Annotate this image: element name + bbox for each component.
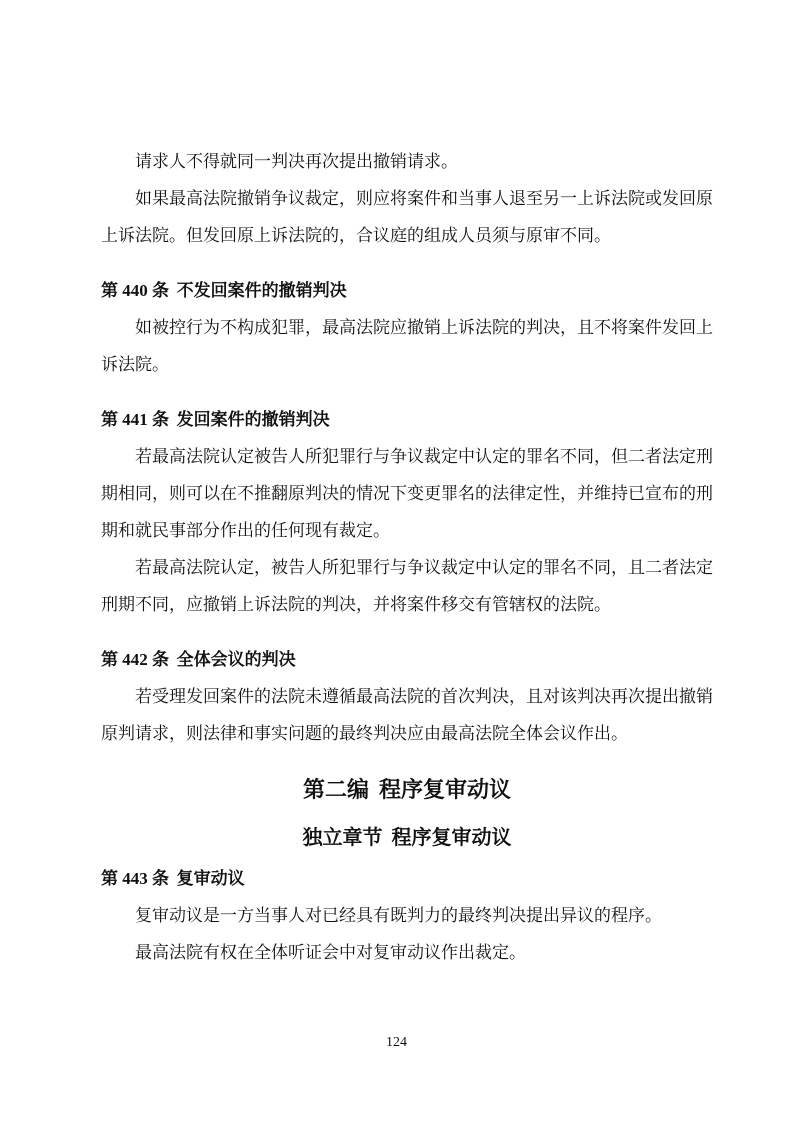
part-heading [101, 768, 713, 812]
paragraph: 若最高法院认定被告人所犯罪行与争议裁定中认定的罪名不同，但二者法定刑期相同，则可以在不推翻原判决的情况下变更罪名的法律定性，并维持已宣布的刑期和就民事部分作出的任何现有裁定。 [101, 447, 713, 540]
part-title: 程序复审动议 [378, 777, 511, 802]
chapter-heading [101, 818, 713, 858]
paragraph: 最高法院有权在全体听证会中对复审动议作出裁定。 [135, 943, 526, 962]
article-title: 复审动议 [176, 869, 245, 888]
chapter-title: 程序复审动议 [391, 827, 512, 849]
paragraph: 若受理发回案件的法院未遵循最高法院的首次判决，且对该判决再次提出撤销原判请求，则法律和事实问题的最终判决应由最高法院全体会议作出。 [101, 687, 713, 743]
article-title: 不发回案件的撤销判决 [176, 281, 347, 300]
paragraph: 复审动议是一方当事人对已经具有既判力的最终判决提出异议的程序。 [135, 906, 662, 925]
paragraph: 请求人不得就同一判决再次提出撤销请求。 [135, 152, 458, 171]
article-title: 全体会议的判决 [176, 650, 296, 669]
article-title: 发回案件的撤销判决 [176, 410, 330, 429]
article-heading-442 [101, 641, 713, 678]
article-number: 第 441 条 [101, 410, 169, 429]
chapter-label: 独立章节 [302, 827, 383, 849]
article-heading-441 [101, 401, 713, 438]
paragraph: 如被控行为不构成犯罪，最高法院应撤销上诉法院的判决，且不将案件发回上诉法院。 [101, 318, 713, 374]
article-number: 第 440 条 [101, 281, 169, 300]
paragraph: 如果最高法院撤销争议裁定，则应将案件和当事人退至另一上诉法院或发回原上诉法院。但发回原上诉法院的，合议庭的组成人员须与原审不同。 [101, 189, 713, 245]
article-number: 第 442 条 [101, 650, 169, 669]
article-number: 第 443 条 [101, 869, 169, 888]
article-heading-443 [101, 860, 713, 897]
paragraph: 若最高法院认定，被告人所犯罪行与争议裁定中认定的罪名不同，且二者法定刑期不同，应撤销上诉法院的判决，并将案件移交有管辖权的法院。 [101, 558, 713, 614]
article-heading-440 [101, 272, 713, 309]
page-number: 124 [386, 1035, 407, 1050]
part-number: 第二编 [303, 777, 370, 802]
